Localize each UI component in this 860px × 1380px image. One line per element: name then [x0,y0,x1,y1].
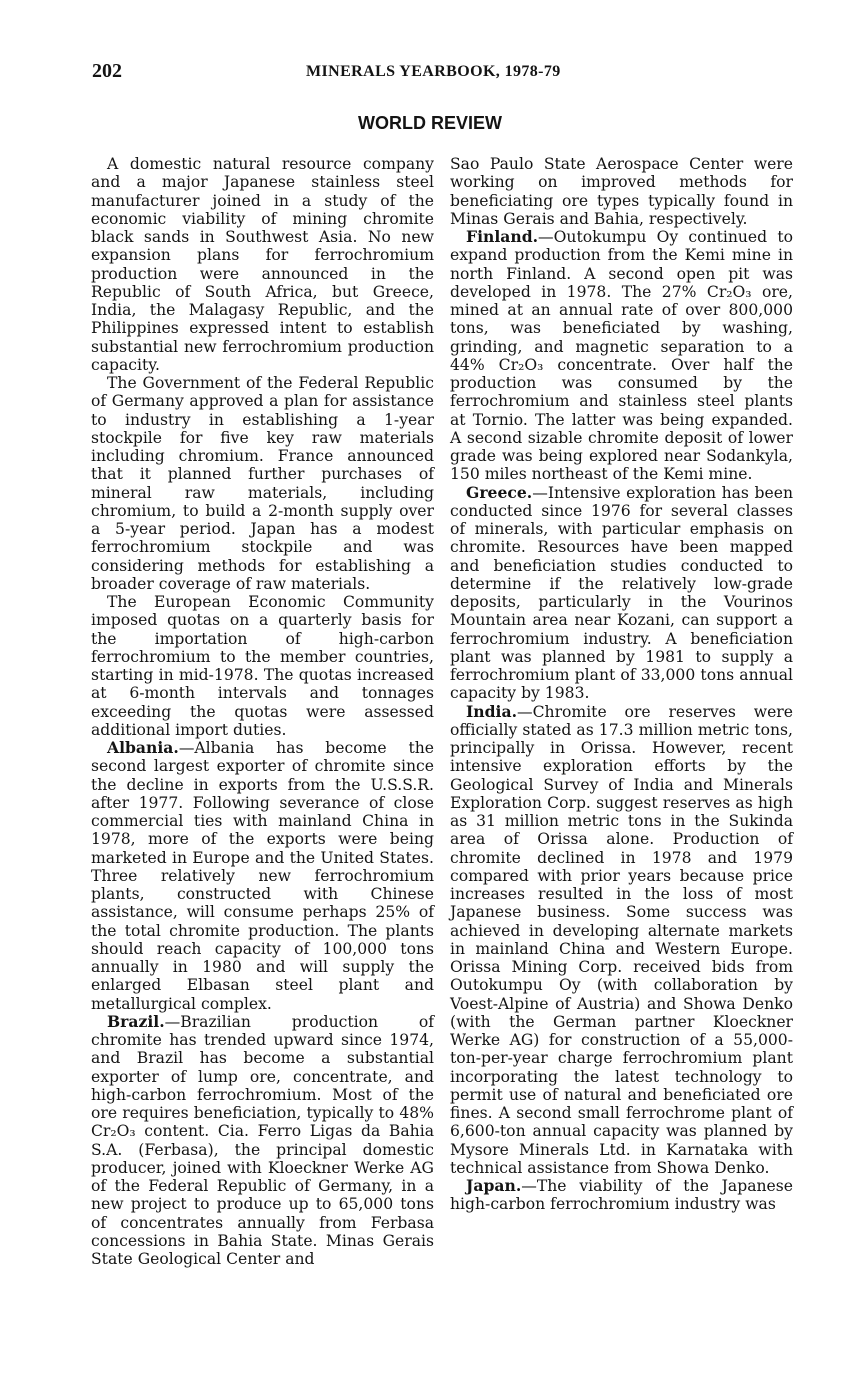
publication-title: MINERALS YEARBOOK, 1978-79 [306,63,561,80]
right-column [450,155,793,1214]
paragraph-albania [91,739,434,1013]
paragraph-text: —Intensive exploration has been conducted since 1976 for several classes of minerals, with particular emphasis on chromite. Resources have been mapped and beneficiation studies conducted to determine if the relatively low-grade deposits, particularly in the Vourinos Mountain area near Kozani, can support a ferrochromium industry. A beneficiation plant was planned by 1981 to supply a ferrochromium plant of 33,000 tons annual capacity by 1983. [450,483,793,703]
paragraph-greece [450,484,793,703]
running-head [92,60,812,90]
country-heading: Albania. [107,738,179,757]
paragraph [91,155,434,374]
paragraph-text: Sao Paulo State Aerospace Center were working on improved methods for beneficiating ore types typically found in Minas Gerais and Bahia, respectively. [450,155,793,228]
left-column [91,155,434,1268]
paragraph-text: —The viability of the Japanese high-carbon ferrochromium industry was [450,1177,793,1214]
paragraph-finland [450,228,793,484]
paragraph-text: —Albania has become the second largest exporter of chromite since the decline in exports from the U.S.S.R. after 1977. Following severance of close commercial ties with mainland China in 1978, more of the exports were being marketed in Europe and the United States. Three relatively new ferrochromium plants, constructed with Chinese assistance, will consume perhaps 25% of the total chromite production. The plants should reach capacity of 100,000 tons annually in 1980 and will supply the enlarged Elbasan steel plant and metallurgical complex. [91,739,434,1013]
paragraph-brazil [91,1013,434,1269]
section-title: WORLD REVIEW [358,113,502,133]
paragraph-india [450,703,793,1178]
paragraph-text: The Government of the Federal Republic of Germany approved a plan for assistance to industry in establishing a 1-year stockpile for five key raw materials including chromium. France announced that it planned further purchases of mineral raw materials, including chromium, to build a 2-month supply over a 5-year period. Japan has a modest ferrochromium stockpile and was considering methods for establishing a broader coverage of raw materials. [91,374,434,593]
paragraph-continued [450,155,793,228]
paragraph [91,593,434,739]
country-heading: Greece. [466,482,533,502]
country-heading: Brazil. [107,1011,165,1031]
paragraph-text: —Brazilian production of chromite has trended upward since 1974, and Brazil has become a substantial exporter of lump ore, concentrate, and high-carbon ferrochromium. Most of the ore requires beneficiation, typically to 48% Cr₂O₃ content. Cia. Ferro Ligas da Bahia S.A. (Ferbasa), the principal domestic producer, joined with Kloeckner Werke AG of the Federal Republic of Germany, in a new project to produce up to 65,000 tons of concentrates annually from Ferbasa concessions in Bahia State. Minas Gerais State Geological Center and [91,1012,434,1268]
paragraph-japan [450,1177,793,1214]
country-heading: Japan. [466,1176,522,1195]
paragraph-text: —Chromite ore reserves were officially stated as 17.3 million metric tons, principally in Orissa. However, recent intensive exploration efforts by the Geological Survey of India and Minerals Exploration Corp. suggest reserves as high as 31 million metric tons in the Sukinda area of Orissa alone. Production of chromite declined in 1978 and 1979 compared with prior years because price increases resulted in the loss of most Japanese business. Some success was achieved in developing alternate markets in mainland China and Western Europe. Orissa Mining Corp. received bids from Outokumpu Oy (with collaboration by Voest-Alpine of Austria) and Showa Denko (with the German partner Kloeckner Werke AG) for construction of a 55,000-ton-per-year charge ferrochromium plant incorporating the latest technology to permit use of natural and beneficiated ore fines. A second small ferrochrome plant of 6,600-ton annual capacity was planned by Mysore Minerals Ltd. in Karnataka with technical assistance from Showa Denko. [450,702,793,1177]
country-heading: Finland. [466,227,539,246]
paragraph-text: —Outokumpu Oy continued to expand production from the Kemi mine in north Finland. A second open pit was developed in 1978. The 27% Cr₂O₃ ore, mined at an annual rate of over 800,000 tons, was beneficiated by washing, grinding, and magnetic separation to a 44% Cr₂O₃ concentrate. Over half the production was consumed by the ferrochromium and stainless steel plants at Tornio. The latter was being expanded. A second sizable chromite deposit of lower grade was being explored near Sodankyla, 150 miles northeast of the Kemi mine. [450,228,793,484]
paragraph [91,374,434,593]
page-number: 202 [92,60,122,82]
paragraph-text: A domestic natural resource company and a major Japanese stainless steel manufacturer joined in a study of the economic viability of mining chromite black sands in Southwest Asia. No new expansion plans for ferrochromium production were announced in the Republic of South Africa, but Greece, India, the Malagasy Republic, and the Philippines expressed intent to establish substantial new ferrochromium production capacity. [91,155,434,374]
paragraph-text: The European Economic Community imposed quotas on a quarterly basis for the importation of high-carbon ferrochromium to the member countries, starting in mid-1978. The quotas increased at 6-month intervals and tonnages exceeding the quotas were assessed additional import duties. [91,593,434,739]
country-heading: India. [466,701,517,721]
